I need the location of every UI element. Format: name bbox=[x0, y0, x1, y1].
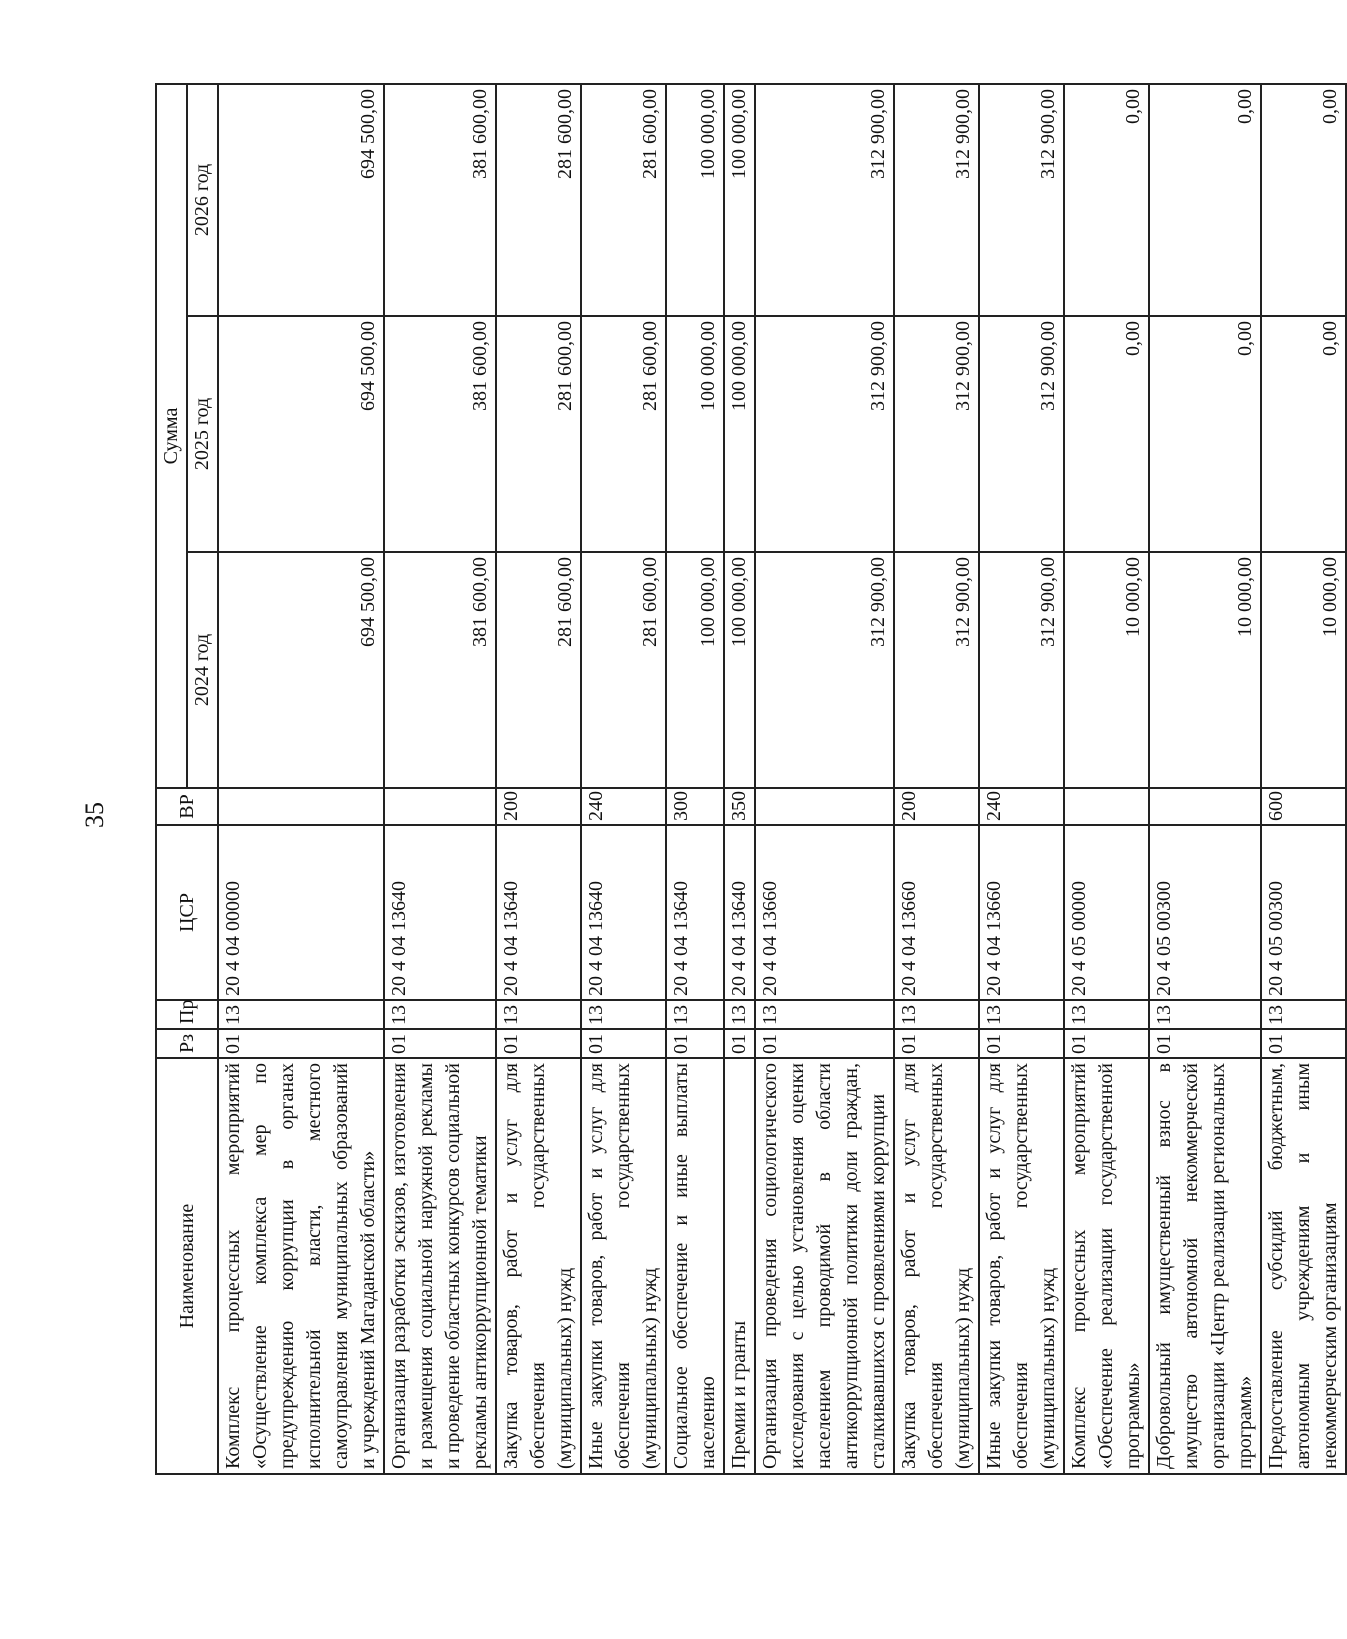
row-sum-2025: 281 600,00 bbox=[581, 316, 666, 552]
row-rz: 01 bbox=[755, 1029, 894, 1058]
row-rz: 01 bbox=[496, 1029, 581, 1058]
table-row bbox=[666, 84, 724, 1474]
row-sum-2026: 312 900,00 bbox=[979, 84, 1064, 316]
row-pr: 13 bbox=[1149, 1000, 1261, 1029]
row-csr: 20 4 04 00000 bbox=[218, 825, 384, 1000]
row-rz: 01 bbox=[218, 1029, 384, 1058]
row-vr: 200 bbox=[496, 788, 581, 825]
row-pr: 13 bbox=[666, 1000, 724, 1029]
table-row bbox=[1149, 84, 1261, 1474]
row-name: Добровольный имущественный взнос в имущество автономной некоммерческой организации «Центр реализации региональных программ» bbox=[1149, 1058, 1261, 1474]
row-rz: 01 bbox=[1064, 1029, 1149, 1058]
table-row bbox=[581, 84, 666, 1474]
row-sum-2025: 100 000,00 bbox=[666, 316, 724, 552]
row-sum-2024: 312 900,00 bbox=[755, 552, 894, 788]
row-name: Социальное обеспечение и иные выплаты населению bbox=[666, 1058, 724, 1474]
row-csr: 20 4 04 13640 bbox=[724, 825, 755, 1000]
row-sum-2026: 694 500,00 bbox=[218, 84, 384, 316]
row-sum-2026: 0,00 bbox=[1149, 84, 1261, 316]
table-row bbox=[755, 84, 894, 1474]
row-sum-2026: 312 900,00 bbox=[894, 84, 979, 316]
header-pr: Пр bbox=[156, 1000, 218, 1029]
row-sum-2026: 281 600,00 bbox=[581, 84, 666, 316]
row-sum-2026: 0,00 bbox=[1064, 84, 1149, 316]
row-name: Премии и гранты bbox=[724, 1058, 755, 1474]
row-rz: 01 bbox=[724, 1029, 755, 1058]
row-csr: 20 4 04 13640 bbox=[384, 825, 496, 1000]
row-vr bbox=[218, 788, 384, 825]
row-pr: 13 bbox=[1261, 1000, 1346, 1029]
table-row bbox=[979, 84, 1064, 1474]
row-sum-2025: 381 600,00 bbox=[384, 316, 496, 552]
row-vr: 200 bbox=[894, 788, 979, 825]
row-pr: 13 bbox=[384, 1000, 496, 1029]
row-pr: 13 bbox=[894, 1000, 979, 1029]
row-rz: 01 bbox=[894, 1029, 979, 1058]
table-row bbox=[218, 84, 384, 1474]
row-sum-2025: 0,00 bbox=[1261, 316, 1346, 552]
row-sum-2024: 381 600,00 bbox=[384, 552, 496, 788]
row-pr: 13 bbox=[581, 1000, 666, 1029]
row-sum-2024: 10 000,00 bbox=[1149, 552, 1261, 788]
row-sum-2025: 100 000,00 bbox=[724, 316, 755, 552]
row-name: Комплекс процессных мероприятий «Осуществление комплекса мер по предупреждению коррупции в органах исполнительной власти, местного самоуправления муниципальных образований и учреждений Магаданской области» bbox=[218, 1058, 384, 1474]
row-pr: 13 bbox=[496, 1000, 581, 1029]
row-pr: 13 bbox=[755, 1000, 894, 1029]
row-sum-2025: 312 900,00 bbox=[894, 316, 979, 552]
row-sum-2024: 10 000,00 bbox=[1261, 552, 1346, 788]
header-sum: Сумма bbox=[156, 84, 187, 788]
row-vr bbox=[1064, 788, 1149, 825]
row-name: Иные закупки товаров, работ и услуг для обеспечения государственных (муниципальных) нужд bbox=[581, 1058, 666, 1474]
row-pr: 13 bbox=[218, 1000, 384, 1029]
table-row bbox=[894, 84, 979, 1474]
row-csr: 20 4 05 00000 bbox=[1064, 825, 1149, 1000]
row-sum-2024: 312 900,00 bbox=[894, 552, 979, 788]
row-sum-2026: 381 600,00 bbox=[384, 84, 496, 316]
row-csr: 20 4 04 13640 bbox=[581, 825, 666, 1000]
row-pr: 13 bbox=[724, 1000, 755, 1029]
header-year-2024: 2024 год bbox=[187, 552, 218, 788]
header-year-2026: 2026 год bbox=[187, 84, 218, 316]
row-sum-2026: 312 900,00 bbox=[755, 84, 894, 316]
row-vr: 240 bbox=[979, 788, 1064, 825]
header-vr: ВР bbox=[156, 788, 218, 825]
row-sum-2024: 312 900,00 bbox=[979, 552, 1064, 788]
row-sum-2026: 100 000,00 bbox=[724, 84, 755, 316]
row-sum-2024: 694 500,00 bbox=[218, 552, 384, 788]
row-sum-2024: 100 000,00 bbox=[724, 552, 755, 788]
row-csr: 20 4 04 13660 bbox=[755, 825, 894, 1000]
row-name: Закупка товаров, работ и услуг для обеспечения государственных (муниципальных) нужд bbox=[496, 1058, 581, 1474]
row-pr: 13 bbox=[979, 1000, 1064, 1029]
rotated-sheet bbox=[155, 85, 1341, 1475]
row-vr: 600 bbox=[1261, 788, 1346, 825]
row-sum-2026: 100 000,00 bbox=[666, 84, 724, 316]
row-csr: 20 4 05 00300 bbox=[1261, 825, 1346, 1000]
header-rz: Рз bbox=[156, 1029, 218, 1058]
row-rz: 01 bbox=[1261, 1029, 1346, 1058]
row-sum-2025: 0,00 bbox=[1149, 316, 1261, 552]
row-rz: 01 bbox=[979, 1029, 1064, 1058]
table-row bbox=[1064, 84, 1149, 1474]
row-sum-2026: 281 600,00 bbox=[496, 84, 581, 316]
page-number: 35 bbox=[80, 802, 109, 828]
row-name: Иные закупки товаров, работ и услуг для обеспечения государственных (муниципальных) нужд bbox=[979, 1058, 1064, 1474]
row-vr bbox=[755, 788, 894, 825]
row-csr: 20 4 04 13660 bbox=[894, 825, 979, 1000]
row-rz: 01 bbox=[666, 1029, 724, 1058]
row-name: Закупка товаров, работ и услуг для обеспечения государственных (муниципальных) нужд bbox=[894, 1058, 979, 1474]
row-sum-2024: 281 600,00 bbox=[581, 552, 666, 788]
table-row bbox=[724, 84, 755, 1474]
header-name: Наименование bbox=[156, 1058, 218, 1474]
row-sum-2024: 100 000,00 bbox=[666, 552, 724, 788]
row-rz: 01 bbox=[1149, 1029, 1261, 1058]
row-sum-2025: 281 600,00 bbox=[496, 316, 581, 552]
header-year-2025: 2025 год bbox=[187, 316, 218, 552]
row-name: Предоставление субсидий бюджетным, автономным учреждениям и иным некоммерческим организациям bbox=[1261, 1058, 1346, 1474]
row-csr: 20 4 04 13640 bbox=[666, 825, 724, 1000]
row-csr: 20 4 04 13640 bbox=[496, 825, 581, 1000]
row-vr: 300 bbox=[666, 788, 724, 825]
row-vr: 240 bbox=[581, 788, 666, 825]
row-sum-2025: 694 500,00 bbox=[218, 316, 384, 552]
table-row bbox=[496, 84, 581, 1474]
row-vr: 350 bbox=[724, 788, 755, 825]
row-sum-2025: 0,00 bbox=[1064, 316, 1149, 552]
row-name: Организация проведения социологического исследования с целью установления оценки населением проводимой в области антикоррупционной политики доли граждан, сталкивавшихся с проявлениями коррупции bbox=[755, 1058, 894, 1474]
row-sum-2025: 312 900,00 bbox=[979, 316, 1064, 552]
table-row bbox=[1261, 84, 1346, 1474]
row-sum-2026: 0,00 bbox=[1261, 84, 1346, 316]
row-csr: 20 4 05 00300 bbox=[1149, 825, 1261, 1000]
row-pr: 13 bbox=[1064, 1000, 1149, 1029]
row-vr bbox=[1149, 788, 1261, 825]
row-name: Организация разработки эскизов, изготовления и размещения социальной наружной рекламы и проведение областных конкурсов социальной рекламы антикоррупционной тематики bbox=[384, 1058, 496, 1474]
header-csr: ЦСР bbox=[156, 825, 218, 1000]
row-name: Комплекс процессных мероприятий «Обеспечение реализации государственной программы» bbox=[1064, 1058, 1149, 1474]
row-sum-2024: 281 600,00 bbox=[496, 552, 581, 788]
budget-table bbox=[155, 83, 1347, 1475]
row-rz: 01 bbox=[581, 1029, 666, 1058]
table-row bbox=[384, 84, 496, 1474]
row-vr bbox=[384, 788, 496, 825]
row-rz: 01 bbox=[384, 1029, 496, 1058]
row-sum-2024: 10 000,00 bbox=[1064, 552, 1149, 788]
row-sum-2025: 312 900,00 bbox=[755, 316, 894, 552]
row-csr: 20 4 04 13660 bbox=[979, 825, 1064, 1000]
